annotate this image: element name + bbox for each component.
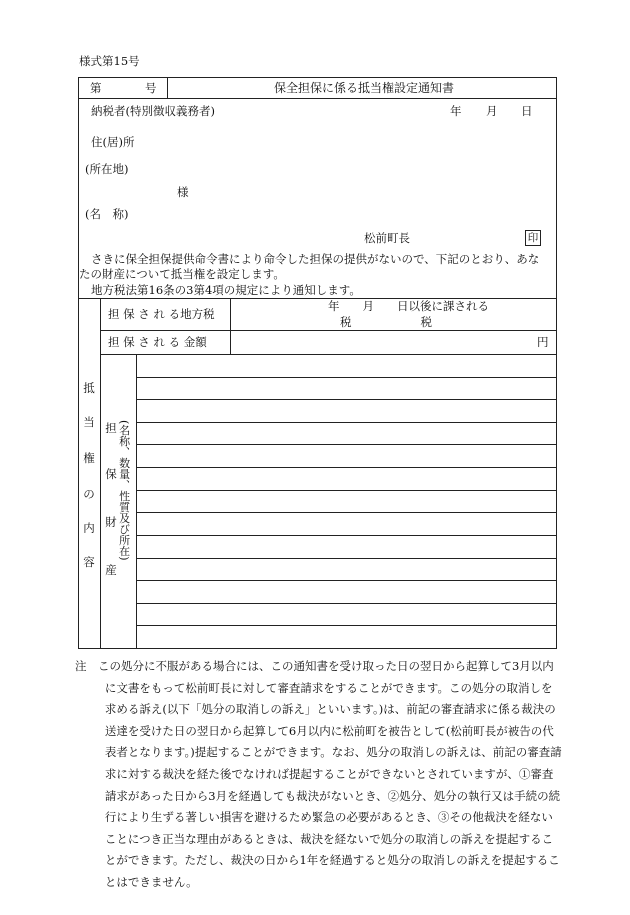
address-label: 住(居)所 (91, 135, 135, 149)
amount-row-bottom (100, 354, 557, 355)
amount-unit: 円 (537, 335, 549, 349)
number-suffix: 号 (145, 81, 157, 95)
body-line-2: たの財産について抵当権を設定します。 (79, 267, 285, 281)
section-char-4: の (83, 487, 95, 501)
property-entry-line (136, 603, 557, 604)
note-prefix: 注 (75, 659, 87, 673)
header-divider (78, 98, 557, 99)
property-char-1: 担 (105, 421, 117, 435)
body-line-3: 地方税法第16条の3第4項の規定により通知します。 (91, 283, 361, 297)
property-entry-line (136, 535, 557, 536)
tax-value-line-2: 税 税 (340, 315, 432, 329)
property-entry-line (136, 399, 557, 400)
section-char-5: 内 (83, 521, 95, 535)
label-column-line (230, 298, 231, 354)
section-column-line (100, 298, 101, 648)
honorific: 様 (177, 185, 189, 199)
property-entry-line (136, 490, 557, 491)
amount-label: 担 保 さ れ る 金額 (108, 335, 207, 349)
property-char-4: 産 (105, 563, 117, 577)
number-label: 第 (90, 81, 102, 95)
property-subtitle: (名称、数量、性質及び所在) (117, 420, 131, 561)
frame-right (556, 77, 557, 649)
section-char-6: 容 (83, 555, 95, 569)
section-char-1: 抵 (83, 381, 95, 395)
property-entry-line (136, 377, 557, 378)
property-entry-line (136, 558, 557, 559)
tax-value-line-1: 年 月 日以後に課される (328, 299, 489, 313)
date-day: 日 (521, 104, 533, 118)
issuer-name: 松前町長 (364, 231, 410, 245)
section-char-3: 権 (83, 451, 95, 465)
property-char-3: 財 (105, 515, 117, 529)
property-entry-line (136, 512, 557, 513)
form-number: 様式第15号 (79, 54, 140, 68)
property-entry-line (136, 625, 557, 626)
footnote (75, 656, 563, 894)
property-entry-line (136, 444, 557, 445)
property-entry-line (136, 422, 557, 423)
frame-bottom (78, 648, 557, 649)
document-title: 保全担保に係る抵当権設定通知書 (274, 81, 455, 95)
location-label: (所在地) (85, 162, 129, 176)
tax-label: 担 保 さ れ る地方税 (108, 307, 215, 321)
name-label: (名 称) (85, 207, 129, 221)
property-entry-line (136, 580, 557, 581)
note-text: この処分に不服がある場合には、この通知書を受け取った日の翌日から起算して3月以内に文書をもって松前町長に対して審査請求をすることができます。この処分の取消しを求める訴え(以下「処分の取消しの訴え」といいます。)は、前記の審査請求に係る裁決の送達を受けた日の翌日から起算して6月以内に松前町を被告として(松前町長が被告の代表者となります。)提起することができます。なお、処分の取消しの訴えは、前記の審査請求に対する裁決を経た後でなければ提起することができないとされていますが、①審査請求があった日から3月を経過しても裁決がないとき、②処分、処分の執行又は手続の続行により生ずる著しい損害を避けるため緊急の必要があるとき、③その他裁決を経ないことにつき正当な理由があるときは、裁決を経ないで処分の取消しの訴えを提起することができます。ただし、裁決の日から1年を経過すると処分の取消しの訴えを提起することはできません。 (98, 659, 562, 889)
frame-left (78, 77, 79, 649)
date-month: 月 (486, 104, 498, 118)
frame-top (78, 77, 557, 78)
taxpayer-label: 納税者(特別徴収義務者) (91, 104, 215, 118)
header-split (167, 77, 168, 98)
seal-stamp: 印 (525, 230, 541, 246)
section-char-2: 当 (83, 415, 95, 429)
property-entry-line (136, 467, 557, 468)
date-year: 年 (450, 104, 462, 118)
tax-row-bottom (100, 330, 557, 331)
body-line-1: さきに保全担保提供命令書により命令した担保の提供がないので、下記のとおり、あな (91, 252, 540, 266)
property-char-2: 保 (105, 467, 117, 481)
